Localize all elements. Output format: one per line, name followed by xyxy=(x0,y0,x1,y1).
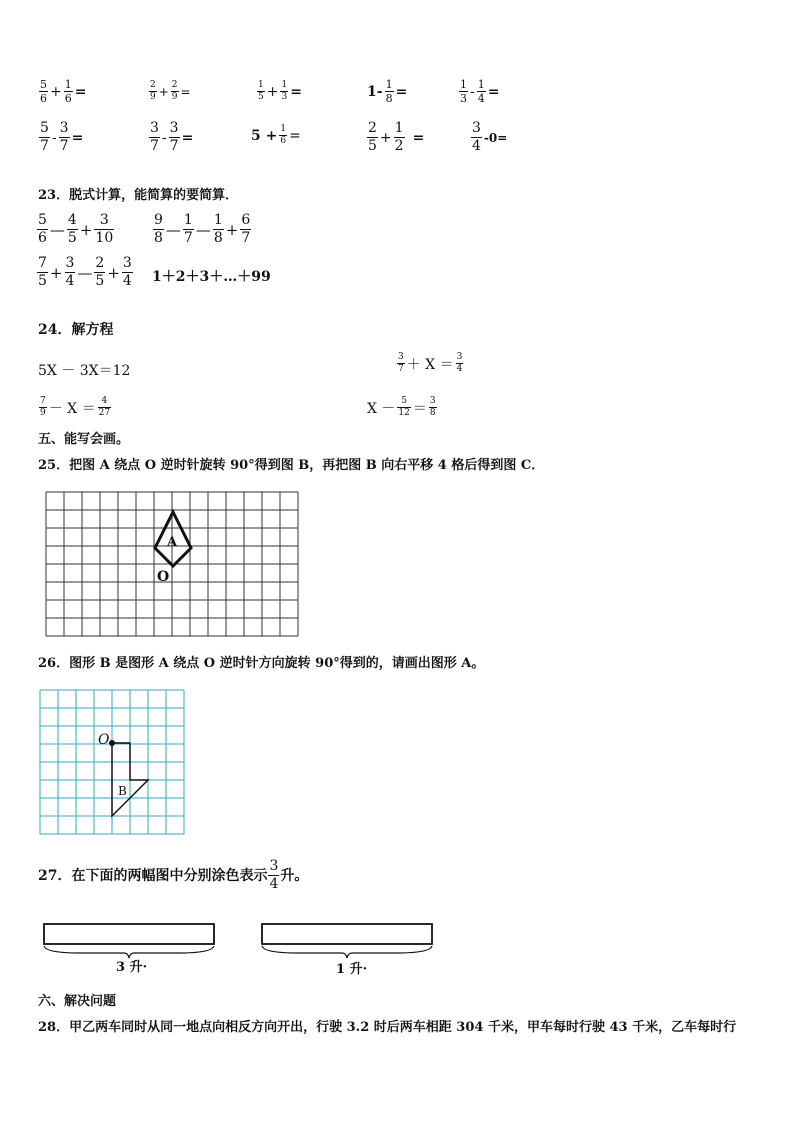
q28-text: 28．甲乙两车同时从同一地点向相反方向开出，行驶 3.2 时后两车相距 304 千米，甲车每时行驶 43 千米，乙车每时行 xyxy=(38,1020,737,1035)
fraction: $\frac{1}{3}$ xyxy=(281,80,288,102)
q23-expr-2: $\frac{9}{8}$ — $\frac{1}{7}$ — $\frac{1}{8}$ + $\frac{6}{7}$ xyxy=(154,212,251,246)
exercise-1-4: 1- $\frac{1}{8}$ = xyxy=(367,78,408,105)
fraction: $\frac{3}{7}$ xyxy=(169,120,179,154)
fraction: $\frac{3}{7}$ xyxy=(398,352,404,374)
fraction: $\frac{3}{10}$ xyxy=(95,212,114,246)
q24-title: 24．解方程 xyxy=(38,322,114,338)
fraction: $\frac{1}{5}$ xyxy=(258,80,264,102)
fraction: $\frac{7}{9}$ xyxy=(40,396,46,418)
fraction: $\frac{2}{5}$ xyxy=(95,255,105,289)
exercise-2-4: $\frac{2}{5}$ + $\frac{1}{2}$ = xyxy=(368,120,425,154)
label-a: A xyxy=(167,535,178,550)
q26-grid xyxy=(38,688,188,838)
fraction: $\frac{1}{6}$ xyxy=(64,78,72,105)
exercise-1-1: $\frac{5}{6}$ + $\frac{1}{6}$ = xyxy=(40,78,87,105)
exercise-1-3: $\frac{1}{5}$ + $\frac{1}{3}$ = xyxy=(258,80,302,102)
q24-eq-2: $\frac{3}{7}$ ＋ X ＝ $\frac{3}{4}$ xyxy=(398,352,463,374)
q23-expr-4: 1＋2＋3＋…＋99 xyxy=(152,269,271,285)
fraction: $\frac{3}{7}$ xyxy=(59,120,69,154)
point-o-label: O xyxy=(157,569,170,585)
fraction: $\frac{3}{8}$ xyxy=(429,396,436,418)
fraction: $\frac{1}{4}$ xyxy=(477,78,485,105)
q23-title: 23．脱式计算，能简算的要简算． xyxy=(38,188,239,203)
exercise-2-2: $\frac{3}{7}$ - $\frac{3}{7}$ = xyxy=(150,120,194,154)
fraction: $\frac{5}{6}$ xyxy=(38,212,47,246)
point-o-label: O xyxy=(98,732,110,748)
q27-bar-1l xyxy=(258,918,438,962)
section-5-heading: 五、能写会画。 xyxy=(38,432,130,447)
q25-grid xyxy=(44,490,300,638)
fraction: $\frac{3}{4}$ xyxy=(456,352,463,374)
q27-bar-3l xyxy=(40,918,220,962)
q25-title: 25．把图 A 绕点 O 逆时针旋转 90°得到图 B，再把图 B 向右平移 4 格后得到图 C． xyxy=(38,458,545,473)
section-6-heading: 六、解决问题 xyxy=(38,994,117,1009)
q23-expr-3: $\frac{7}{5}$ + $\frac{3}{4}$ — $\frac{2}{5}$ + $\frac{3}{4}$ xyxy=(38,255,132,289)
fraction: $\frac{1}{7}$ xyxy=(183,212,193,246)
fraction: $\frac{2}{5}$ xyxy=(368,120,377,154)
q26-title: 26．图形 B 是图形 A 绕点 O 逆时针方向旋转 90°得到的，请画出图形 A。 xyxy=(38,656,485,671)
exercise-2-5: $\frac{3}{4}$ -0= xyxy=(472,120,508,154)
q24-eq-4: X － $\frac{5}{12}$ ＝ $\frac{3}{8}$ xyxy=(367,396,436,418)
fraction: $\frac{5}{6}$ xyxy=(40,78,47,105)
fraction: $\frac{3}{4}$ xyxy=(65,255,75,289)
q27-label-1l: 1 升· xyxy=(336,962,368,977)
fraction: $\frac{1}{8}$ xyxy=(213,212,223,246)
fraction: $\frac{3}{7}$ xyxy=(150,120,159,154)
fraction: $\frac{3}{4}$ xyxy=(472,120,481,154)
label-b: B xyxy=(118,784,127,798)
fraction: $\frac{1}{2}$ xyxy=(394,120,404,154)
fraction: $\frac{1}{8}$ xyxy=(385,78,393,105)
fraction: $\frac{7}{5}$ xyxy=(38,255,47,289)
fraction: $\frac{3}{4}$ xyxy=(269,858,279,892)
fraction: $\frac{1}{6}$ xyxy=(280,124,287,146)
fraction: $\frac{4}{5}$ xyxy=(67,212,77,246)
fraction: $\frac{3}{4}$ xyxy=(122,255,132,289)
exercise-1-5: $\frac{1}{3}$ - $\frac{1}{4}$ = xyxy=(460,78,500,105)
exercise-2-3: 5 + $\frac{1}{6}$ = xyxy=(251,124,301,146)
exercise-2-1: $\frac{5}{7}$ - $\frac{3}{7}$ = xyxy=(40,120,84,154)
fraction: $\frac{2}{9}$ xyxy=(150,80,156,102)
fraction: $\frac{5}{12}$ xyxy=(398,396,410,418)
point-o xyxy=(109,740,115,746)
fraction: $\frac{9}{8}$ xyxy=(154,212,163,246)
fraction: $\frac{6}{7}$ xyxy=(241,212,251,246)
q24-eq-1: 5X － 3X＝12 xyxy=(38,363,131,379)
q27-title: 27．在下面的两幅图中分别涂色表示 $\frac{3}{4}$ 升。 xyxy=(38,858,309,892)
fraction: $\frac{4}{27}$ xyxy=(98,396,111,418)
fraction: $\frac{1}{3}$ xyxy=(460,78,467,105)
fraction: $\frac{2}{9}$ xyxy=(171,80,178,102)
q27-label-3l: 3 升· xyxy=(116,960,148,975)
exercise-1-2: $\frac{2}{9}$ + $\frac{2}{9}$ = xyxy=(150,80,191,102)
fraction: $\frac{5}{7}$ xyxy=(40,120,49,154)
q24-eq-3: $\frac{7}{9}$ － X ＝ $\frac{4}{27}$ xyxy=(40,396,111,418)
q23-expr-1: $\frac{5}{6}$ — $\frac{4}{5}$ + $\frac{3}{10}$ xyxy=(38,212,114,246)
